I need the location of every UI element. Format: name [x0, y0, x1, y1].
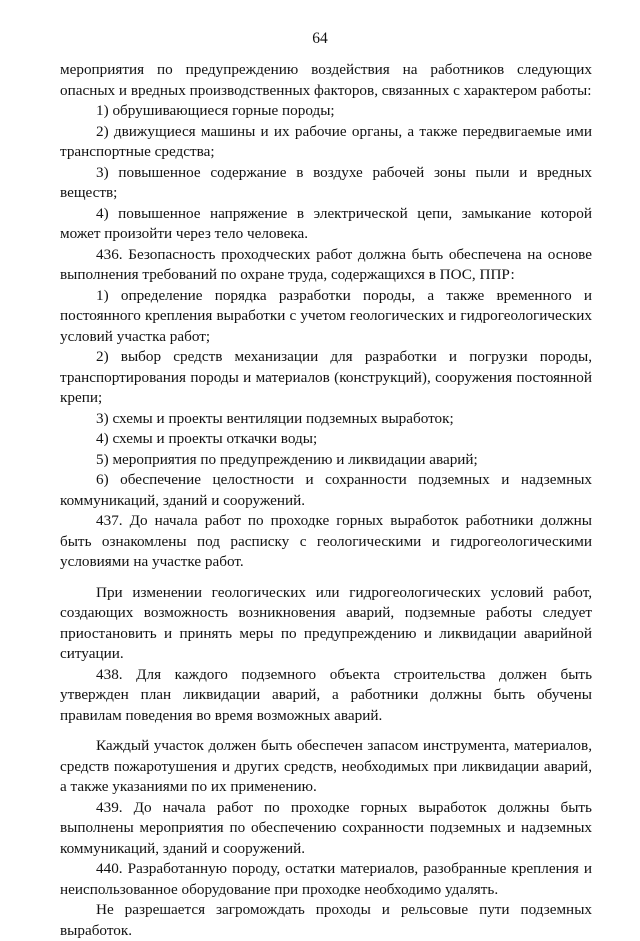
paragraph: При изменении геологических или гидрогеологических условий работ, создающих возможность возникновения аварий, подземные работы следует приостановить и принять меры по предупреждению и ликвидации аварийной ситуации. — [60, 583, 592, 662]
paragraph: 6) обеспечение целостности и сохранности подземных и надземных коммуникаций, зданий и сооружений. — [60, 471, 592, 509]
paragraph: 440. Разработанную породу, остатки материалов, разобранные крепления и неиспользованное оборудование при проходке необходимо удалять. — [60, 860, 592, 898]
paragraph: 438. Для каждого подземного объекта строительства должен быть утвержден план ликвидации аварий, а работники должны быть обучены правилам поведения во время возможных аварий. — [60, 665, 592, 724]
document-body — [60, 60, 592, 941]
paragraph: 5) мероприятия по предупреждению и ликвидации аварий; — [96, 450, 478, 468]
paragraph: 2) выбор средств механизации для разработки и погрузки породы, транспортирования породы и материалов (конструкций), сооружения постоянной крепи; — [60, 348, 592, 406]
paragraph: мероприятия по предупреждению воздействия на работников следующих опасных и вредных производственных факторов, связанных с характером работы: — [60, 61, 592, 99]
paragraph: 4) повышенное напряжение в электрической цепи, замыкание которой может произойти через тело человека. — [60, 204, 592, 242]
paragraph: 439. До начала работ по проходке горных выработок должны быть выполнены мероприятия по обеспечению сохранности подземных и надземных коммуникаций, зданий и сооружений. — [60, 798, 592, 857]
paragraph: 1) определение порядка разработки породы, а также временного и постоянного крепления выработки с учетом геологических и гидрогеологических условий участка работ; — [60, 286, 592, 345]
paragraph: 437. До начала работ по проходке горных выработок работники должны быть ознакомлены под расписку с геологическими и гидрогеологическими условиями на участке работ. — [60, 512, 592, 570]
page-number: 64 — [312, 30, 328, 47]
paragraph: Не разрешается загромождать проходы и рельсовые пути подземных выработок. — [60, 901, 592, 939]
paragraph: 2) движущиеся машины и их рабочие органы, а также передвигаемые ими транспортные средства; — [60, 122, 592, 160]
paragraph: 3) схемы и проекты вентиляции подземных выработок; — [96, 409, 454, 427]
paragraph: Каждый участок должен быть обеспечен запасом инструмента, материалов, средств пожаротушения и других средств, необходимых при ликвидации аварий, а также указаниями по их применению. — [60, 737, 592, 795]
paragraph: 3) повышенное содержание в воздухе рабочей зоны пыли и вредных веществ; — [60, 163, 592, 201]
paragraph: 436. Безопасность проходческих работ должна быть обеспечена на основе выполнения требований по охране труда, содержащихся в ПОС, ППР: — [60, 245, 592, 283]
paragraph: 4) схемы и проекты откачки воды; — [96, 430, 318, 447]
paragraph: 1) обрушивающиеся горные породы; — [96, 102, 335, 119]
